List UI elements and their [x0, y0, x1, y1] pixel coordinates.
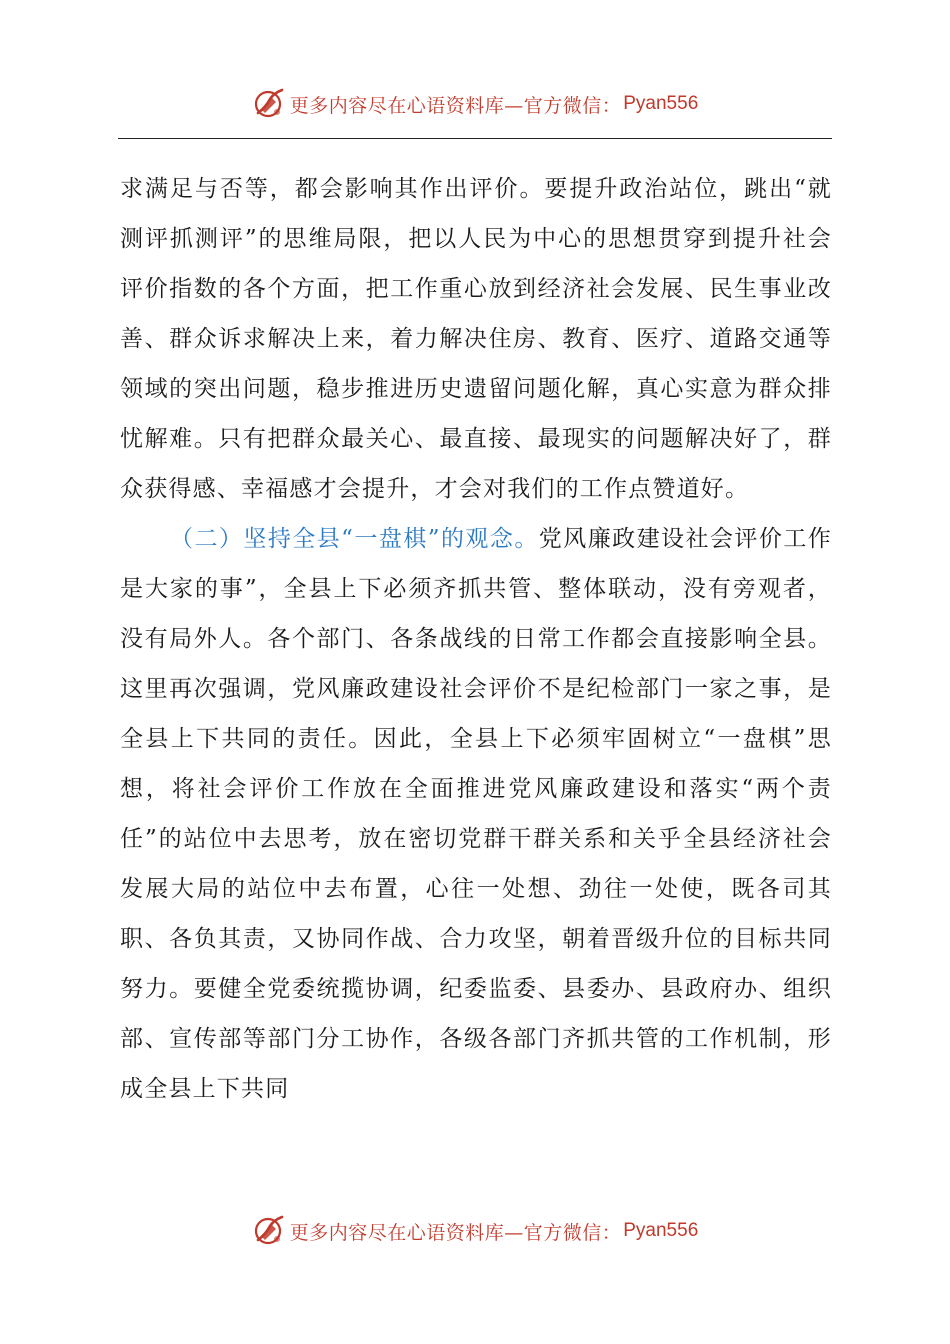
footer-brand-id: Pyan556: [623, 1220, 699, 1241]
pen-logo-icon: [252, 87, 286, 121]
section-heading: （二）坚持全县“一盘棋”的观念。: [170, 526, 539, 552]
page-footer: [0, 1211, 950, 1251]
header-brand: [252, 87, 699, 121]
paragraph-2-text: 党风廉政建设社会评价工作是大家的事”，全县上下必须齐抓共管、整体联动，没有旁观者，没有局外人。各个部门、各条战线的日常工作都会直接影响全县。这里再次强调，党风廉政建设社会评价不是纪检部门一家之事，是全县上下共同的责任。因此，全县上下必须牢固树立“一盘棋”思想，将社会评价工作放在全面推进党风廉政建设和落实“两个责任”的站位中去思考，放在密切党群干群关系和关乎全县经济社会发展大局的站位中去布置，心往一处想、劲往一处使，既各司其职、各负其责，又协同作战、合力攻坚，朝着晋级升位的目标共同努力。要健全党委统揽协调，纪委监委、县委办、县政府办、组织部、宣传部等部门分工协作，各级各部门齐抓共管的工作机制，形成全县上下共同: [120, 526, 832, 1102]
header-brand-id: Pyan556: [623, 93, 699, 114]
footer-brand: [252, 1214, 699, 1248]
pen-logo-icon: [252, 1214, 286, 1248]
paragraph-2: [120, 514, 832, 1114]
header-divider: [118, 138, 832, 139]
paragraph-1: 求满足与否等，都会影响其作出评价。要提升政治站位，跳出“就测评抓测评”的思维局限，把以人民为中心的思想贯穿到提升社会评价指数的各个方面，把工作重心放到经济社会发展、民生事业改善、群众诉求解决上来，着力解决住房、教育、医疗、道路交通等领域的突出问题，稳步推进历史遗留问题化解，真心实意为群众排忧解难。只有把群众最关心、最直接、最现实的问题解决好了，群众获得感、幸福感才会提升，才会对我们的工作点赞道好。: [120, 176, 832, 502]
page-header: [0, 84, 950, 124]
header-brand-text: 更多内容尽在心语资料库—官方微信：: [289, 94, 622, 117]
document-body: [120, 164, 832, 1114]
footer-brand-text: 更多内容尽在心语资料库—官方微信：: [289, 1221, 622, 1244]
